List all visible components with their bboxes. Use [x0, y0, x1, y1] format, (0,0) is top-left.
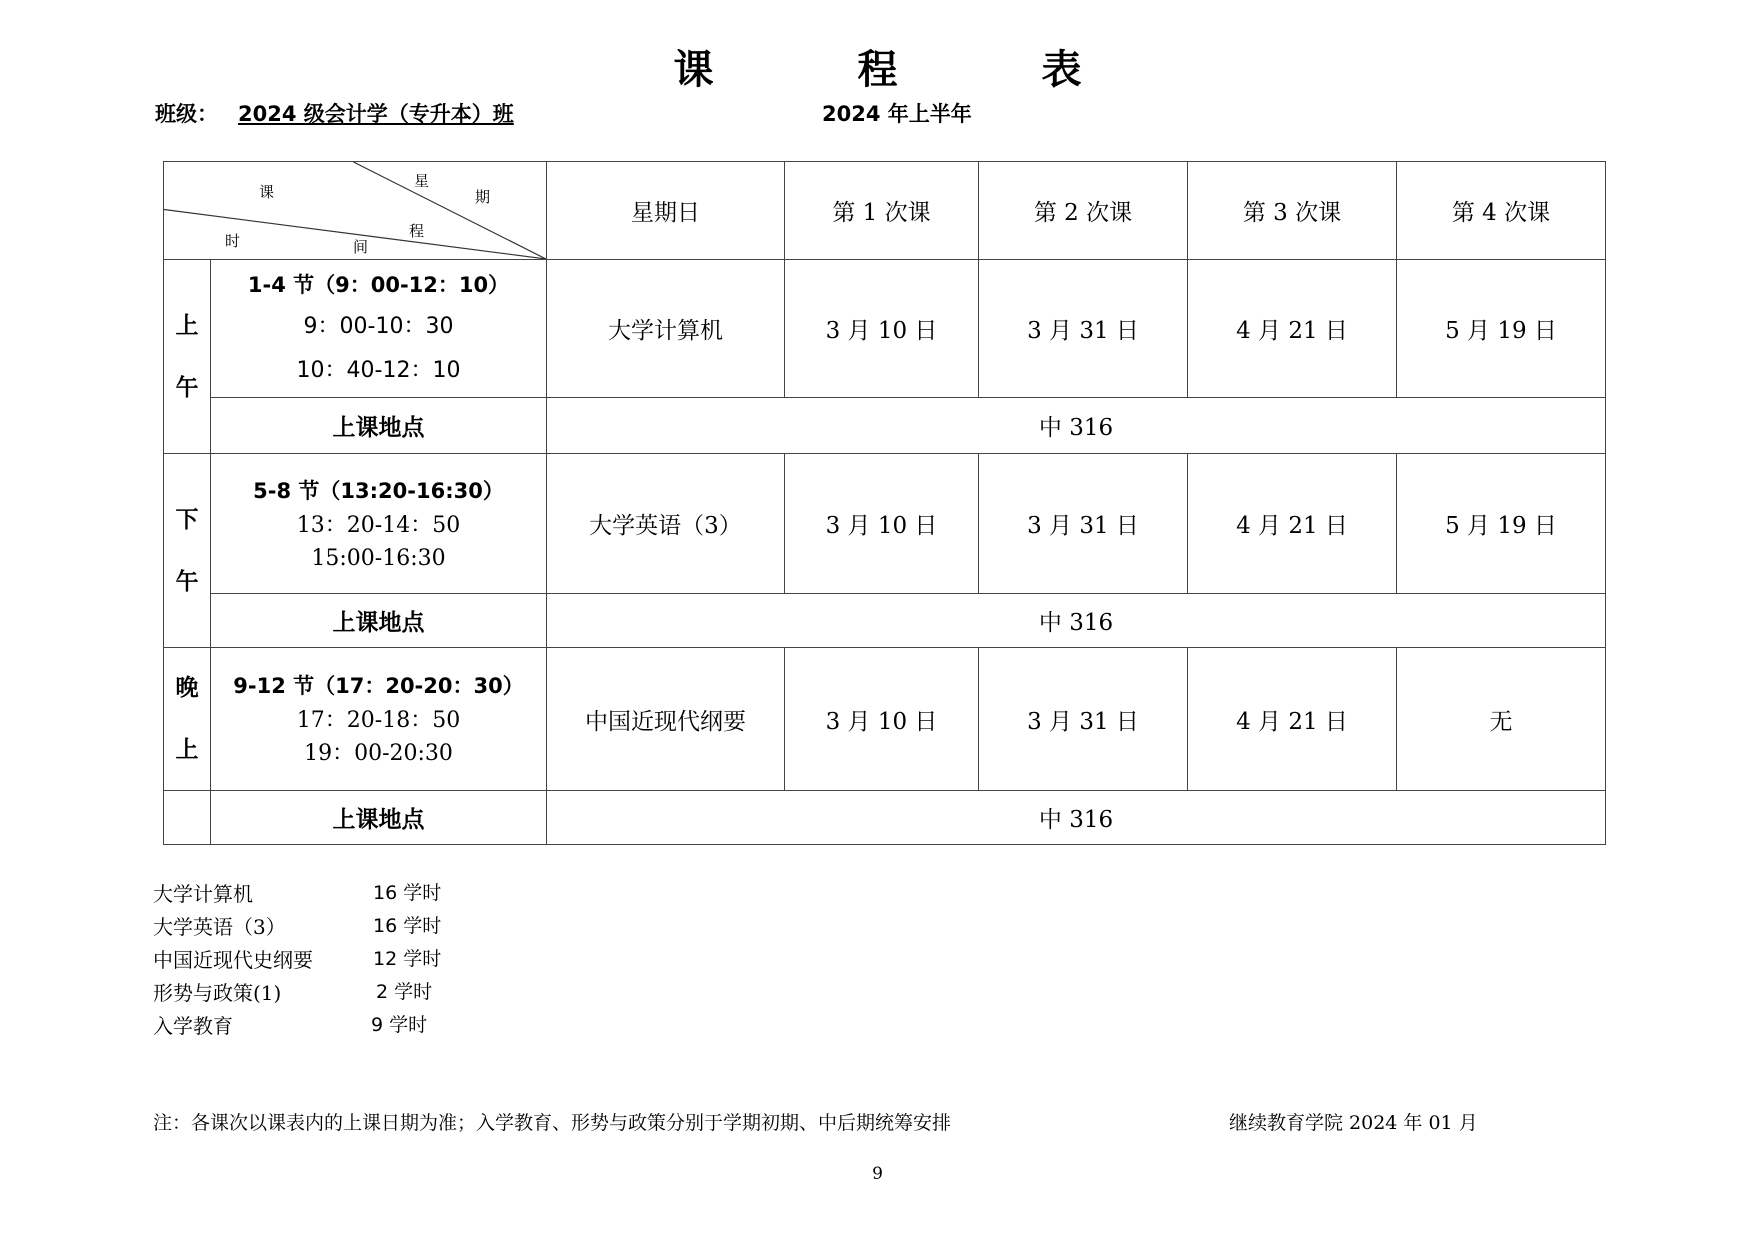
date-cell: 5 月 19 日 [1397, 260, 1606, 398]
diag-label-xing: 星 [414, 172, 430, 190]
period-afternoon [164, 454, 211, 648]
page-number: 9 [872, 1164, 883, 1184]
hours-row [153, 911, 441, 944]
evening-class-row [164, 648, 1606, 791]
course-hours-list [153, 878, 441, 1043]
session-3-header: 第 3 次课 [1188, 162, 1397, 260]
location-label: 上课地点 [211, 791, 547, 845]
diag-label-ke: 课 [259, 183, 275, 201]
hours-value: 16 学时 [373, 882, 442, 904]
class-line [155, 98, 514, 128]
date-cell: 3 月 10 日 [785, 260, 979, 398]
empty-period-cell [164, 791, 211, 845]
page-title: 课 程 表 [673, 47, 1134, 93]
diag-label-qi: 期 [475, 188, 491, 206]
schedule-table [163, 161, 1606, 845]
diagonal-header-cell [164, 162, 547, 260]
diag-label-cheng: 程 [409, 222, 425, 240]
course-cell: 大学计算机 [547, 260, 785, 398]
slot-time-1: 17：20-18：50 [296, 708, 461, 733]
slot-time-1: 9：00-10：30 [303, 313, 454, 339]
slot-time-1: 13：20-14：50 [296, 512, 461, 538]
date-cell: 3 月 31 日 [979, 454, 1188, 594]
period-evening [164, 648, 211, 791]
course-cell: 大学英语（3） [547, 454, 785, 594]
issuer-text: 继续教育学院 2024 年 01 月 [1229, 1112, 1478, 1134]
date-cell: 3 月 10 日 [785, 648, 979, 791]
session-4-header: 第 4 次课 [1397, 162, 1606, 260]
afternoon-location-row [164, 594, 1606, 648]
hours-course: 入学教育 [153, 1014, 233, 1038]
location-value: 中 316 [547, 791, 1606, 845]
diag-label-shi: 时 [225, 232, 241, 250]
term-label: 2024 年上半年 [822, 102, 972, 126]
date-cell: 4 月 21 日 [1188, 454, 1397, 594]
hours-course: 中国近现代史纲要 [153, 948, 313, 972]
evening-slot-cell [211, 648, 547, 791]
course-cell: 中国近现代纲要 [547, 648, 785, 791]
hours-value: 16 学时 [373, 915, 442, 937]
slot-title: 5-8 节（13:20-16:30） [253, 478, 504, 503]
date-cell: 4 月 21 日 [1188, 648, 1397, 791]
hours-value: 9 学时 [371, 1014, 428, 1036]
date-cell: 4 月 21 日 [1188, 260, 1397, 398]
date-cell: 3 月 10 日 [785, 454, 979, 594]
session-1-header: 第 1 次课 [785, 162, 979, 260]
footer-note [153, 1108, 1603, 1135]
weekday-header: 星期日 [547, 162, 785, 260]
diag-label-jian: 间 [353, 238, 369, 256]
hours-row [153, 1010, 441, 1043]
slot-time-2: 10：40-12：10 [296, 357, 461, 383]
morning-class-row [164, 260, 1606, 398]
location-label: 上课地点 [211, 594, 547, 648]
hours-row [153, 977, 441, 1010]
morning-slot-cell [211, 260, 547, 398]
period-label: 下午 [175, 506, 199, 595]
evening-location-row [164, 791, 1606, 845]
hours-course: 形势与政策(1) [153, 981, 282, 1005]
slot-time-2: 15:00-16:30 [311, 545, 446, 571]
header-row [164, 162, 1606, 260]
note-text: 注：各课次以课表内的上课日期为准；入学教育、形势与政策分别于学期初期、中后期统筹安排 [153, 1112, 952, 1134]
date-cell: 5 月 19 日 [1397, 454, 1606, 594]
period-label: 上午 [175, 312, 199, 401]
period-label: 晚上 [175, 675, 199, 763]
date-cell: 3 月 31 日 [979, 648, 1188, 791]
location-label: 上课地点 [211, 398, 547, 454]
hours-value: 2 学时 [376, 981, 433, 1003]
class-name: 2024 级会计学（专升本）班 [238, 102, 514, 126]
hours-value: 12 学时 [373, 948, 442, 970]
hours-row [153, 878, 441, 911]
date-cell: 无 [1397, 648, 1606, 791]
location-value: 中 316 [547, 398, 1606, 454]
afternoon-slot-cell [211, 454, 547, 594]
morning-location-row [164, 398, 1606, 454]
slot-title: 1-4 节（9：00-12：10） [247, 272, 510, 297]
slot-title: 9-12 节（17：20-20：30） [233, 674, 524, 698]
session-2-header: 第 2 次课 [979, 162, 1188, 260]
hours-course: 大学英语（3） [153, 915, 286, 939]
slot-time-2: 19：00-20:30 [304, 741, 453, 766]
period-morning [164, 260, 211, 454]
date-cell: 3 月 31 日 [979, 260, 1188, 398]
class-label: 班级： [155, 102, 218, 126]
afternoon-class-row [164, 454, 1606, 594]
hours-course: 大学计算机 [153, 882, 253, 906]
hours-row [153, 944, 441, 977]
location-value: 中 316 [547, 594, 1606, 648]
